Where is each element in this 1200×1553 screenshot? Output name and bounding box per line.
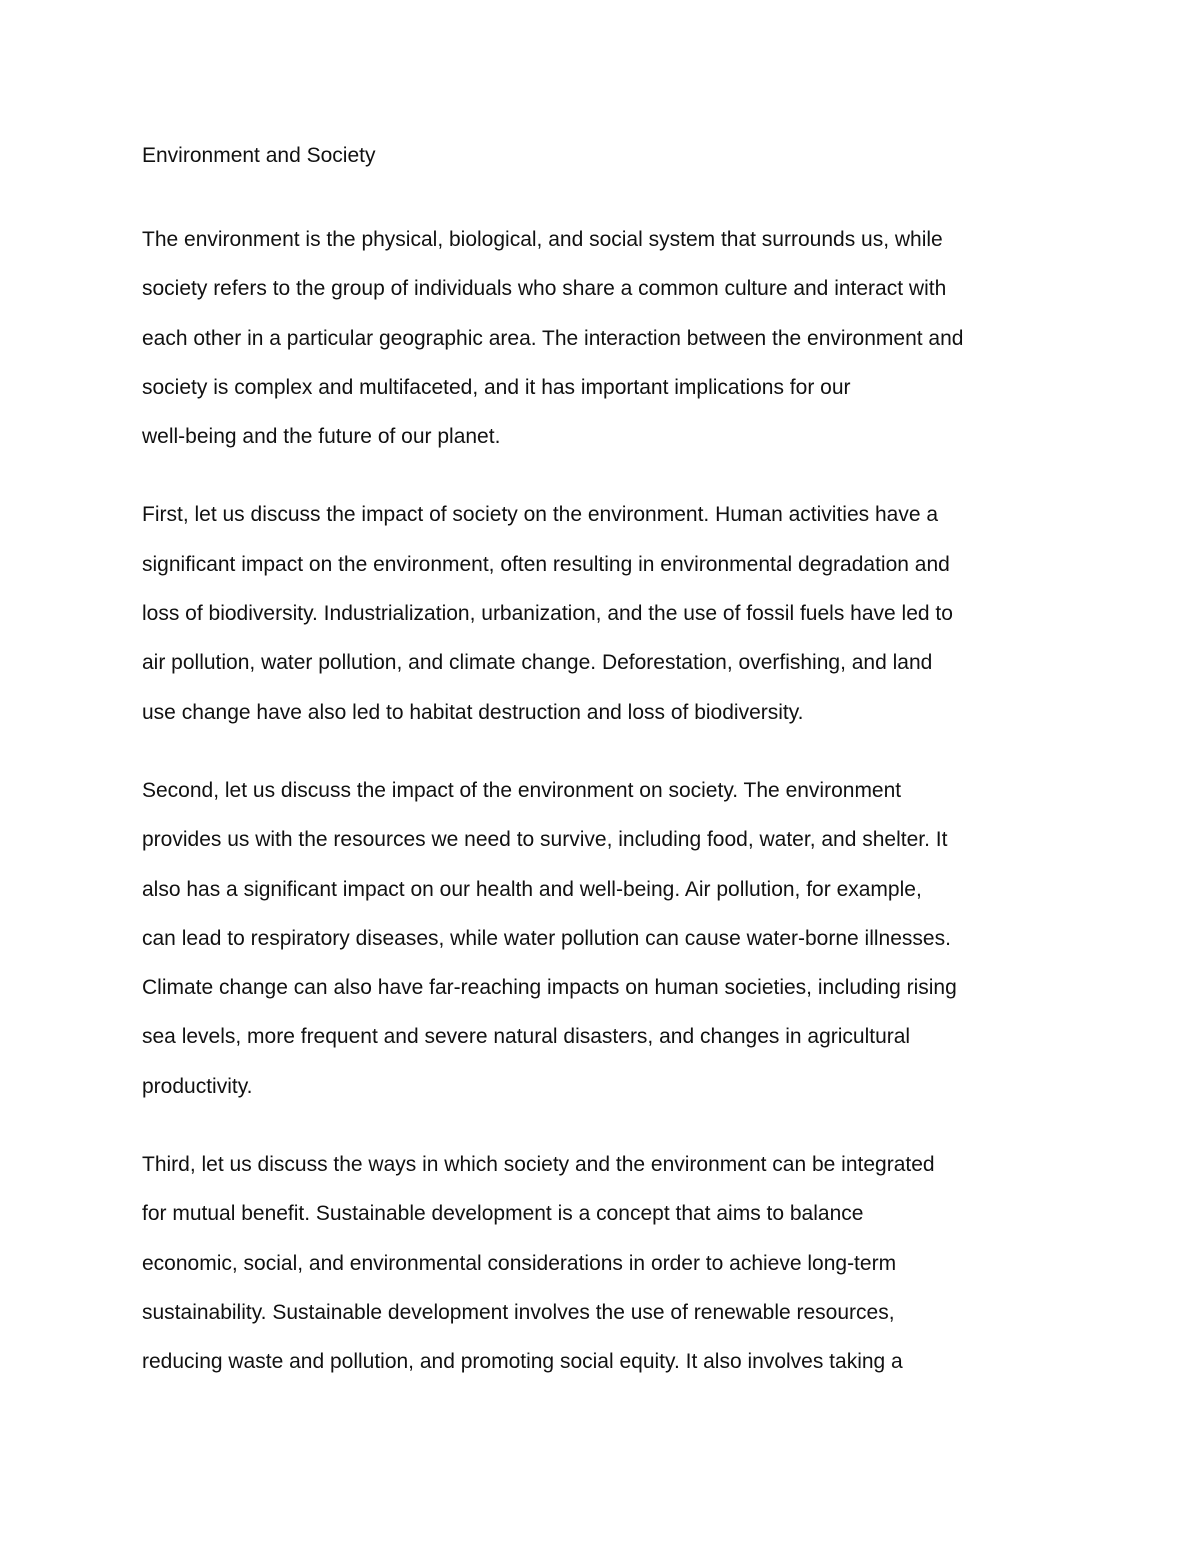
text-line: Second, let us discuss the impact of the environment on society. The environment bbox=[142, 778, 902, 802]
text-line: First, let us discuss the impact of society on the environment. Human activities have a bbox=[142, 503, 939, 527]
text-line: also has a significant impact on our health and well-being. Air pollution, for example, bbox=[142, 877, 922, 901]
text-line: air pollution, water pollution, and climate change. Deforestation, overfishing, and land bbox=[142, 651, 933, 675]
text-line: productivity. bbox=[142, 1074, 253, 1098]
text-line: significant impact on the environment, often resulting in environmental degradation and bbox=[142, 552, 950, 576]
text-line: sustainability. Sustainable development involves the use of renewable resources, bbox=[142, 1300, 895, 1324]
paragraph-society-impact bbox=[142, 490, 1072, 736]
text-line: well-being and the future of our planet. bbox=[142, 425, 501, 449]
paragraph-integration bbox=[142, 1140, 1072, 1386]
text-line: provides us with the resources we need to survive, including food, water, and shelter. It bbox=[142, 828, 948, 852]
text-line: economic, social, and environmental considerations in order to achieve long-term bbox=[142, 1251, 897, 1275]
text-line: Climate change can also have far-reaching impacts on human societies, including rising bbox=[142, 976, 957, 1000]
text-line: can lead to respiratory diseases, while water pollution can cause water-borne illnesses. bbox=[142, 926, 951, 950]
text-line: society is complex and multifaceted, and it has important implications for our bbox=[142, 375, 851, 399]
text-line: for mutual benefit. Sustainable development is a concept that aims to balance bbox=[142, 1202, 864, 1226]
document-body bbox=[142, 136, 1072, 1416]
paragraph-environment-impact bbox=[142, 766, 1072, 1111]
text-line: The environment is the physical, biological, and social system that surrounds us, while bbox=[142, 228, 943, 251]
text-line: Third, let us discuss the ways in which society and the environment can be integrated bbox=[142, 1153, 935, 1177]
text-line: each other in a particular geographic area. The interaction between the environment and bbox=[142, 326, 964, 350]
text-line: loss of biodiversity. Industrialization, urbanization, and the use of fossil fuels have led to bbox=[142, 602, 953, 626]
text-line: society refers to the group of individuals who share a common culture and interact with bbox=[142, 277, 947, 301]
paragraph-introduction bbox=[142, 215, 1072, 461]
text-line: reducing waste and pollution, and promoting social equity. It also involves taking a bbox=[142, 1350, 903, 1374]
document-title: Environment and Society bbox=[142, 144, 376, 167]
text-line: sea levels, more frequent and severe natural disasters, and changes in agricultural bbox=[142, 1025, 911, 1049]
text-line: use change have also led to habitat destruction and loss of biodiversity. bbox=[142, 700, 804, 724]
